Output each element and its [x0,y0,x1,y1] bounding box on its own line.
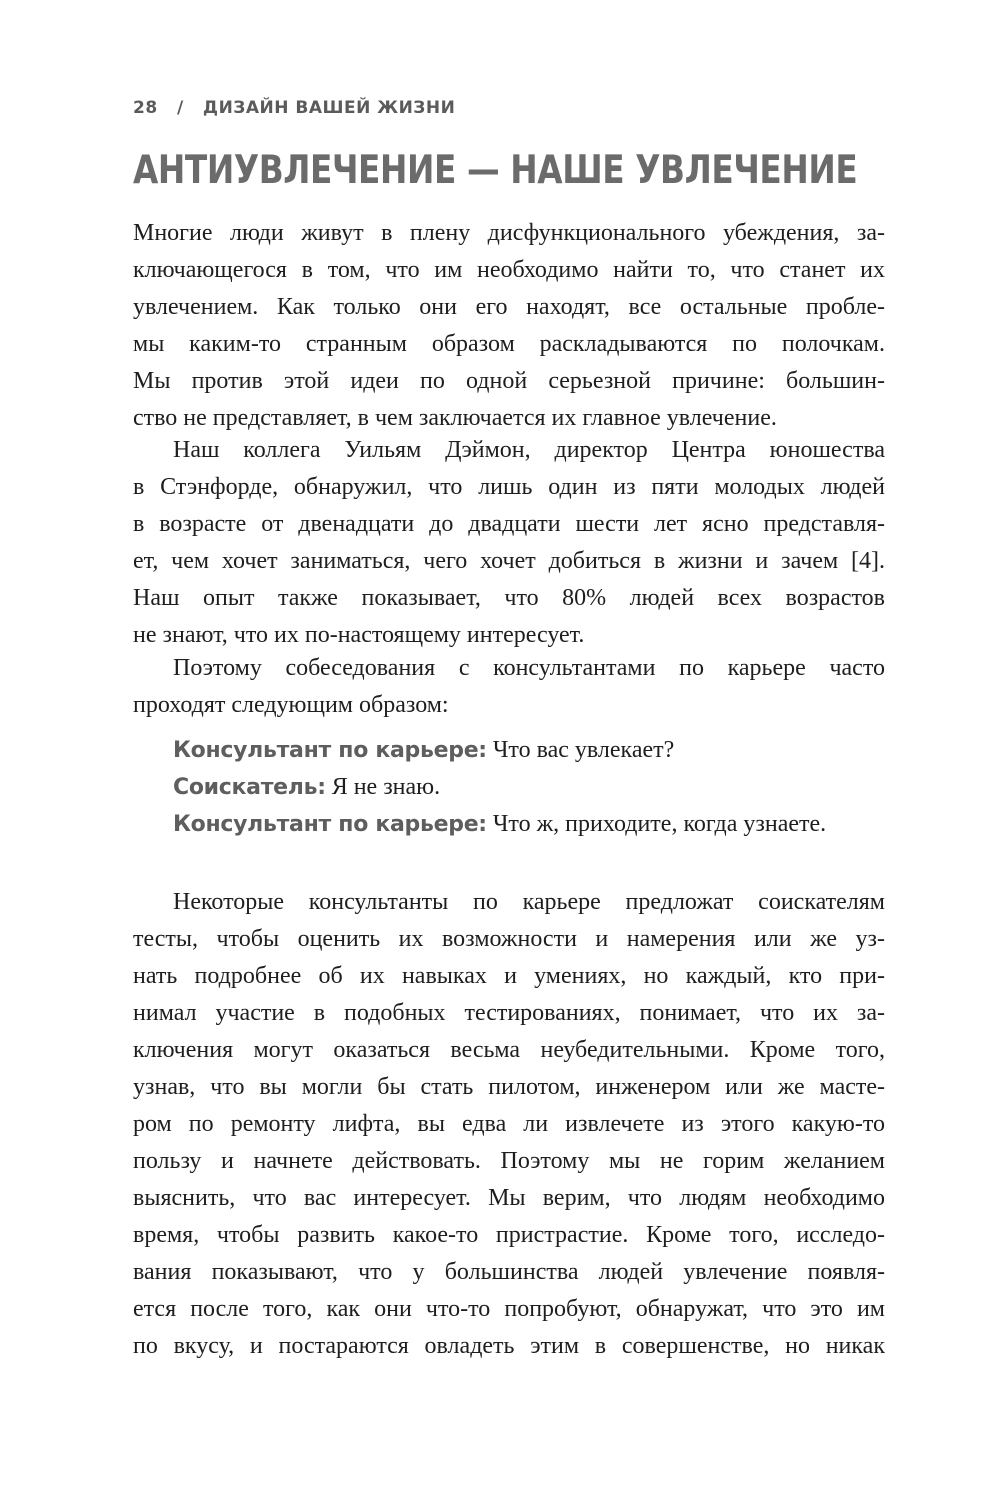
text-line: Некоторые консультанты по карьере предложат соискателям [173,889,885,915]
text-line: нать подробнее об их навыках и умениях, но каждый, кто при- [133,963,885,989]
text-line: нимал участие в подобных тестированиях, понимает, что их за- [133,1000,885,1026]
text-line: не знают, что их по-настоящему интересует. [133,622,585,648]
paragraph-2 [133,432,885,654]
section-title: АНТИУВЛЕЧЕНИЕ — НАШЕ УВЛЕЧЕНИЕ [133,148,858,193]
page-number: 28 [133,98,158,118]
text-line: вания показывают, что у большинства людей увлечение появля- [133,1259,885,1285]
text-line: в возрасте от двенадцати до двадцати шести лет ясно представля- [133,511,885,537]
text-line: ется после того, как они что-то попробуют, обнаружат, что это им [133,1296,885,1322]
paragraph-3 [133,650,885,724]
text-line: ключения могут оказаться весьма неубедительными. Кроме того, [133,1037,885,1063]
text-line: Наш коллега Уильям Дэймон, директор Центра юношества [173,437,885,463]
text-line: тесты, чтобы оценить их возможности и намерения или же уз- [133,926,885,952]
text-line: Наш опыт также показывает, что 80% людей всех возрастов [133,585,885,611]
text-line: Многие люди живут в плену дисфункционального убеждения, за- [133,220,885,246]
paragraph-1 [133,215,885,437]
dialogue-block [173,732,893,843]
text-line: Поэтому собеседования с консультантами по карьере часто [173,655,885,681]
text-line: пользу и начнете действовать. Поэтому мы не горим желанием [133,1148,885,1174]
dialogue-text: Я не знаю. [331,774,441,800]
text-line: по вкусу, и постараются овладеть этим в совершенстве, но никак [133,1333,885,1359]
text-line: ство не представляет, в чем заключается их главное увлечение. [133,405,777,431]
speaker-label: Консультант по карьере: [173,738,487,763]
text-line: в Стэнфорде, обнаружил, что лишь один из пяти молодых людей [133,474,885,500]
dialogue-text: Что вас увлекает? [492,737,675,763]
text-line: узнав, что вы могли бы стать пилотом, инженером или же масте- [133,1074,885,1100]
text-line: увлечением. Как только они его находят, все остальные пробле- [133,294,885,320]
text-line: ключающегося в том, что им необходимо найти то, что станет их [133,257,885,283]
text-line: ет, чем хочет заниматься, чего хочет добиться в жизни и зачем [4]. [133,548,885,574]
text-line: проходят следующим образом: [133,692,449,718]
dialogue-text: Что ж, приходите, когда узнаете. [492,811,827,837]
speaker-label: Соискатель: [173,775,326,800]
text-line: время, чтобы развить какое-то пристрастие. Кроме того, исследо- [133,1222,885,1248]
dialogue-line [173,769,893,806]
speaker-label: Консультант по карьере: [173,812,487,837]
text-line: Мы против этой идеи по одной серьезной причине: большин- [133,368,885,394]
dialogue-line [173,732,893,769]
text-line: ром по ремонту лифта, вы едва ли извлечете из этого какую-то [133,1111,885,1137]
header-separator: / [176,98,184,118]
text-line: мы каким-то странным образом раскладываются по полочкам. [133,331,885,357]
running-head [133,98,455,118]
paragraph-4 [133,884,885,1365]
book-title: ДИЗАЙН ВАШЕЙ ЖИЗНИ [202,98,456,118]
dialogue-line [173,806,893,843]
text-line: выяснить, что вас интересует. Мы верим, что людям необходимо [133,1185,885,1211]
